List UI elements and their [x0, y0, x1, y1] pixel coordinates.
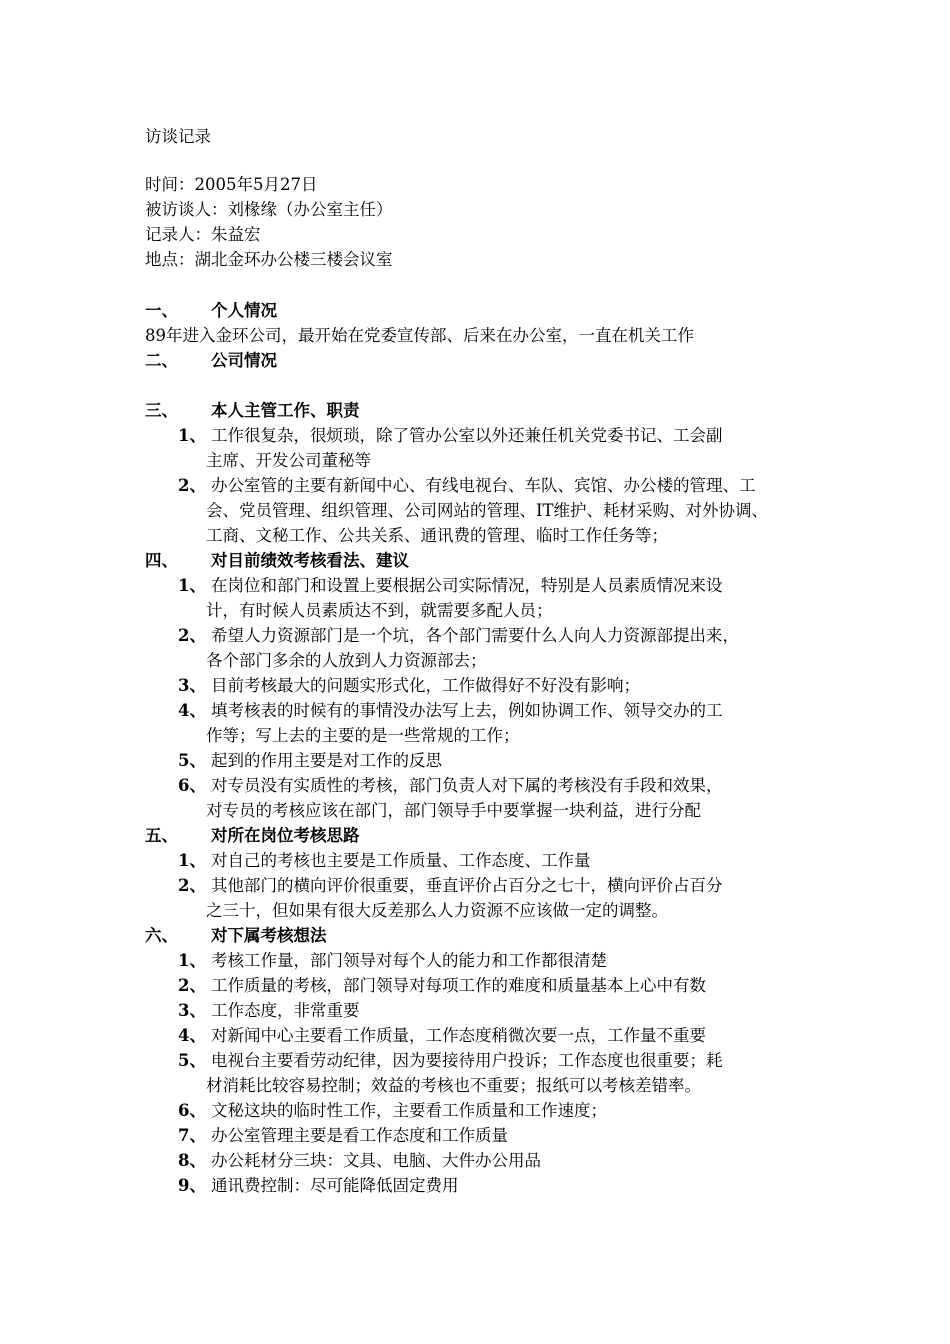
item-text-continued: 作等；写上去的主要的是一些常规的工作； [206, 726, 520, 745]
item-number: 6、 [178, 1101, 206, 1120]
item-number: 8、 [178, 1151, 206, 1170]
section-heading [145, 824, 360, 848]
section-number: 六、 [145, 926, 178, 945]
item-number: 4、 [178, 1026, 206, 1045]
item-text-continued: 各个部门多余的人放到人力资源部去； [206, 651, 487, 670]
list-item [178, 874, 723, 898]
item-number: 1、 [178, 576, 206, 595]
item-text-continued: 计，有时候人员素质达不到，就需要多配人员； [206, 601, 553, 620]
item-text: 工作态度，非常重要 [211, 1001, 360, 1020]
item-text: 办公室管的主要有新闻中心、有线电视台、车队、宾馆、办公楼的管理、工 [211, 476, 756, 495]
item-text: 其他部门的横向评价很重要，垂直评价占百分之七十，横向评价占百分 [211, 876, 723, 895]
section-title: 对下属考核想法 [211, 926, 327, 945]
item-text: 电视台主要看劳动纪律，因为要接待用户投诉；工作态度也很重要；耗 [211, 1051, 723, 1070]
item-number: 4、 [178, 701, 206, 720]
list-item [178, 949, 607, 973]
item-text: 在岗位和部门和设置上要根据公司实际情况，特别是人员素质情况来设 [211, 576, 723, 595]
item-text: 办公耗材分三块：文具、电脑、大件办公用品 [211, 1151, 541, 1170]
list-item [178, 999, 360, 1023]
document-title: 访谈记录 [145, 127, 211, 146]
section-heading [145, 549, 409, 573]
item-text: 办公室管理主要是看工作态度和工作质量 [211, 1126, 508, 1145]
item-number: 5、 [178, 1051, 206, 1070]
list-item [178, 849, 591, 873]
item-number: 3、 [178, 676, 206, 695]
list-item [178, 1099, 607, 1123]
item-text: 考核工作量，部门领导对每个人的能力和工作都很清楚 [211, 951, 607, 970]
item-text: 对专员没有实质性的考核，部门负责人对下属的考核没有手段和效果， [211, 776, 723, 795]
item-text: 对自己的考核也主要是工作质量、工作态度、工作量 [211, 851, 591, 870]
item-text-continued: 工商、文秘工作、公共关系、通讯费的管理、临时工作任务等； [206, 526, 668, 545]
item-text: 通讯费控制：尽可能降低固定费用 [211, 1176, 459, 1195]
item-number: 3、 [178, 1001, 206, 1020]
list-item [178, 1124, 508, 1148]
item-number: 1、 [178, 851, 206, 870]
item-text-continued: 材消耗比较容易控制；效益的考核也不重要；报纸可以考核差错率。 [206, 1076, 701, 1095]
item-number: 6、 [178, 776, 206, 795]
list-item [178, 624, 739, 648]
list-item [178, 1149, 541, 1173]
meta-location: 地点：湖北金环办公楼三楼会议室 [145, 250, 393, 269]
meta-recorder: 记录人：朱益宏 [145, 225, 261, 244]
item-text-continued: 之三十，但如果有很大反差那么人力资源不应该做一定的调整。 [206, 901, 668, 920]
list-item [178, 1049, 723, 1073]
item-number: 1、 [178, 951, 206, 970]
meta-interviewee: 被访谈人：刘椽缘（办公室主任） [145, 200, 393, 219]
section-number: 四、 [145, 551, 178, 570]
section-title: 公司情况 [211, 351, 277, 370]
item-number: 1、 [178, 426, 206, 445]
section-heading [145, 924, 327, 948]
item-text: 工作很复杂，很烦琐，除了管办公室以外还兼任机关党委书记、工会副 [211, 426, 723, 445]
item-number: 2、 [178, 476, 206, 495]
list-item [178, 674, 640, 698]
section-title: 对目前绩效考核看法、建议 [211, 551, 409, 570]
section-heading [145, 299, 277, 323]
item-text: 对新闻中心主要看工作质量，工作态度稍微次要一点，工作量不重要 [211, 1026, 706, 1045]
section-title: 对所在岗位考核思路 [211, 826, 360, 845]
item-number: 2、 [178, 976, 206, 995]
item-number: 2、 [178, 876, 206, 895]
section-paragraph: 89年进入金环公司，最开始在党委宣传部、后来在办公室，一直在机关工作 [145, 326, 694, 345]
list-item [178, 1174, 459, 1198]
section-number: 五、 [145, 826, 178, 845]
item-number: 5、 [178, 751, 206, 770]
list-item [178, 749, 442, 773]
item-text: 工作质量的考核，部门领导对每项工作的难度和质量基本上心中有数 [211, 976, 706, 995]
item-text: 希望人力资源部门是一个坑，各个部门需要什么人向人力资源部提出来， [211, 626, 739, 645]
section-heading [145, 399, 360, 423]
item-text-continued: 主席、开发公司董秘等 [206, 451, 371, 470]
list-item [178, 699, 723, 723]
item-text: 文秘这块的临时性工作，主要看工作质量和工作速度； [211, 1101, 607, 1120]
item-number: 2、 [178, 626, 206, 645]
section-number: 二、 [145, 351, 178, 370]
list-item [178, 574, 723, 598]
item-text-continued: 会、党员管理、组织管理、公司网站的管理、IT维护、耗材采购、对外协调、 [206, 501, 769, 520]
item-number: 9、 [178, 1176, 206, 1195]
section-number: 三、 [145, 401, 178, 420]
section-title: 个人情况 [211, 301, 277, 320]
list-item [178, 1024, 706, 1048]
list-item [178, 974, 706, 998]
meta-time: 时间：2005年5月27日 [145, 175, 318, 194]
list-item [178, 474, 756, 498]
list-item [178, 424, 723, 448]
item-text: 目前考核最大的问题实形式化，工作做得好不好没有影响； [211, 676, 640, 695]
section-heading [145, 349, 277, 373]
item-number: 7、 [178, 1126, 206, 1145]
item-text: 起到的作用主要是对工作的反思 [211, 751, 442, 770]
item-text: 填考核表的时候有的事情没办法写上去，例如协调工作、领导交办的工 [211, 701, 723, 720]
section-number: 一、 [145, 301, 178, 320]
section-title: 本人主管工作、职责 [211, 401, 360, 420]
list-item [178, 774, 723, 798]
item-text-continued: 对专员的考核应该在部门，部门领导手中要掌握一块利益，进行分配 [206, 801, 701, 820]
